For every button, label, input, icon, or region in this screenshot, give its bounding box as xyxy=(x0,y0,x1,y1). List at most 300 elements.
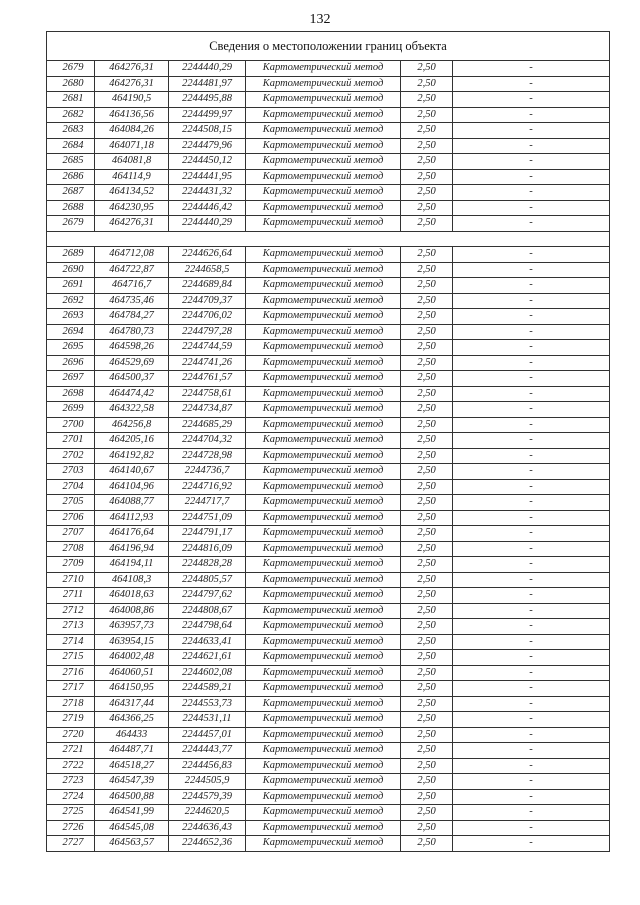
note-cell: - xyxy=(453,712,610,728)
note-cell: - xyxy=(453,448,610,464)
method-cell: Картометрический метод xyxy=(246,278,401,294)
x-coordinate-cell: 464784,27 xyxy=(95,309,169,325)
x-coordinate-cell: 464150,95 xyxy=(95,681,169,697)
accuracy-cell: 2,50 xyxy=(401,293,453,309)
table-row xyxy=(47,495,610,511)
method-cell: Картометрический метод xyxy=(246,355,401,371)
point-number-cell: 2712 xyxy=(47,603,95,619)
x-coordinate-cell: 464071,18 xyxy=(95,138,169,154)
table-row xyxy=(47,526,610,542)
table-row xyxy=(47,665,610,681)
accuracy-cell: 2,50 xyxy=(401,712,453,728)
note-cell: - xyxy=(453,681,610,697)
table-row xyxy=(47,836,610,852)
y-coordinate-cell: 2244828,28 xyxy=(169,557,246,573)
x-coordinate-cell: 464563,57 xyxy=(95,836,169,852)
point-number-cell: 2685 xyxy=(47,154,95,170)
y-coordinate-cell: 2244652,36 xyxy=(169,836,246,852)
method-cell: Картометрический метод xyxy=(246,805,401,821)
table-row xyxy=(47,293,610,309)
note-cell: - xyxy=(453,185,610,201)
y-coordinate-cell: 2244440,29 xyxy=(169,216,246,232)
method-cell: Картометрический метод xyxy=(246,619,401,635)
method-cell: Картометрический метод xyxy=(246,309,401,325)
table-row xyxy=(47,820,610,836)
point-number-cell: 2681 xyxy=(47,92,95,108)
x-coordinate-cell: 464433 xyxy=(95,727,169,743)
accuracy-cell: 2,50 xyxy=(401,433,453,449)
table-row xyxy=(47,696,610,712)
table-row xyxy=(47,402,610,418)
y-coordinate-cell: 2244716,92 xyxy=(169,479,246,495)
x-coordinate-cell: 464547,39 xyxy=(95,774,169,790)
method-cell: Картометрический метод xyxy=(246,324,401,340)
x-coordinate-cell: 464060,51 xyxy=(95,665,169,681)
x-coordinate-cell: 464276,31 xyxy=(95,76,169,92)
note-cell: - xyxy=(453,76,610,92)
x-coordinate-cell: 464529,69 xyxy=(95,355,169,371)
x-coordinate-cell: 464366,25 xyxy=(95,712,169,728)
table-row xyxy=(47,603,610,619)
y-coordinate-cell: 2244816,09 xyxy=(169,541,246,557)
x-coordinate-cell: 464081,8 xyxy=(95,154,169,170)
point-number-cell: 2688 xyxy=(47,200,95,216)
method-cell: Картометрический метод xyxy=(246,681,401,697)
note-cell: - xyxy=(453,107,610,123)
note-cell: - xyxy=(453,402,610,418)
y-coordinate-cell: 2244441,95 xyxy=(169,169,246,185)
method-cell: Картометрический метод xyxy=(246,727,401,743)
y-coordinate-cell: 2244456,83 xyxy=(169,758,246,774)
note-cell: - xyxy=(453,588,610,604)
method-cell: Картометрический метод xyxy=(246,293,401,309)
method-cell: Картометрический метод xyxy=(246,495,401,511)
table-row xyxy=(47,789,610,805)
accuracy-cell: 2,50 xyxy=(401,572,453,588)
table-row xyxy=(47,138,610,154)
method-cell: Картометрический метод xyxy=(246,650,401,666)
table-row xyxy=(47,712,610,728)
y-coordinate-cell: 2244633,41 xyxy=(169,634,246,650)
y-coordinate-cell: 2244685,29 xyxy=(169,417,246,433)
note-cell: - xyxy=(453,572,610,588)
accuracy-cell: 2,50 xyxy=(401,355,453,371)
table-row xyxy=(47,464,610,480)
point-number-cell: 2691 xyxy=(47,278,95,294)
table-row xyxy=(47,262,610,278)
point-number-cell: 2696 xyxy=(47,355,95,371)
y-coordinate-cell: 2244797,62 xyxy=(169,588,246,604)
point-number-cell: 2692 xyxy=(47,293,95,309)
x-coordinate-cell: 464136,56 xyxy=(95,107,169,123)
note-cell: - xyxy=(453,247,610,263)
table-row xyxy=(47,727,610,743)
accuracy-cell: 2,50 xyxy=(401,76,453,92)
note-cell: - xyxy=(453,603,610,619)
table-row xyxy=(47,200,610,216)
x-coordinate-cell: 463957,73 xyxy=(95,619,169,635)
point-number-cell: 2695 xyxy=(47,340,95,356)
method-cell: Картометрический метод xyxy=(246,464,401,480)
accuracy-cell: 2,50 xyxy=(401,216,453,232)
point-number-cell: 2680 xyxy=(47,76,95,92)
x-coordinate-cell: 464780,73 xyxy=(95,324,169,340)
table-row xyxy=(47,61,610,77)
accuracy-cell: 2,50 xyxy=(401,541,453,557)
y-coordinate-cell: 2244579,39 xyxy=(169,789,246,805)
note-cell: - xyxy=(453,805,610,821)
y-coordinate-cell: 2244741,26 xyxy=(169,355,246,371)
method-cell: Картометрический метод xyxy=(246,371,401,387)
y-coordinate-cell: 2244450,12 xyxy=(169,154,246,170)
method-cell: Картометрический метод xyxy=(246,262,401,278)
accuracy-cell: 2,50 xyxy=(401,665,453,681)
note-cell: - xyxy=(453,557,610,573)
point-number-cell: 2717 xyxy=(47,681,95,697)
note-cell: - xyxy=(453,169,610,185)
table-row xyxy=(47,76,610,92)
method-cell: Картометрический метод xyxy=(246,572,401,588)
note-cell: - xyxy=(453,355,610,371)
accuracy-cell: 2,50 xyxy=(401,681,453,697)
table-row xyxy=(47,417,610,433)
table-row xyxy=(47,371,610,387)
point-number-cell: 2679 xyxy=(47,61,95,77)
method-cell: Картометрический метод xyxy=(246,185,401,201)
note-cell: - xyxy=(453,433,610,449)
y-coordinate-cell: 2244431,32 xyxy=(169,185,246,201)
method-cell: Картометрический метод xyxy=(246,123,401,139)
note-cell: - xyxy=(453,541,610,557)
method-cell: Картометрический метод xyxy=(246,758,401,774)
point-number-cell: 2709 xyxy=(47,557,95,573)
point-number-cell: 2711 xyxy=(47,588,95,604)
note-cell: - xyxy=(453,262,610,278)
page-number: 132 xyxy=(309,12,331,27)
x-coordinate-cell: 464317,44 xyxy=(95,696,169,712)
y-coordinate-cell: 2244499,97 xyxy=(169,107,246,123)
note-cell: - xyxy=(453,727,610,743)
point-number-cell: 2708 xyxy=(47,541,95,557)
x-coordinate-cell: 464008,86 xyxy=(95,603,169,619)
point-number-cell: 2716 xyxy=(47,665,95,681)
point-number-cell: 2723 xyxy=(47,774,95,790)
method-cell: Картометрический метод xyxy=(246,774,401,790)
point-number-cell: 2698 xyxy=(47,386,95,402)
accuracy-cell: 2,50 xyxy=(401,138,453,154)
x-coordinate-cell: 464108,3 xyxy=(95,572,169,588)
method-cell: Картометрический метод xyxy=(246,603,401,619)
x-coordinate-cell: 464134,52 xyxy=(95,185,169,201)
y-coordinate-cell: 2244798,64 xyxy=(169,619,246,635)
note-cell: - xyxy=(453,743,610,759)
note-cell: - xyxy=(453,619,610,635)
y-coordinate-cell: 2244440,29 xyxy=(169,61,246,77)
x-coordinate-cell: 464192,82 xyxy=(95,448,169,464)
method-cell: Картометрический метод xyxy=(246,386,401,402)
table-row xyxy=(47,619,610,635)
accuracy-cell: 2,50 xyxy=(401,309,453,325)
y-coordinate-cell: 2244734,87 xyxy=(169,402,246,418)
note-cell: - xyxy=(453,464,610,480)
y-coordinate-cell: 2244758,61 xyxy=(169,386,246,402)
x-coordinate-cell: 464256,8 xyxy=(95,417,169,433)
y-coordinate-cell: 2244479,96 xyxy=(169,138,246,154)
table-row xyxy=(47,386,610,402)
x-coordinate-cell: 464276,31 xyxy=(95,216,169,232)
note-cell: - xyxy=(453,665,610,681)
method-cell: Картометрический метод xyxy=(246,92,401,108)
accuracy-cell: 2,50 xyxy=(401,820,453,836)
accuracy-cell: 2,50 xyxy=(401,185,453,201)
accuracy-cell: 2,50 xyxy=(401,371,453,387)
point-number-cell: 2706 xyxy=(47,510,95,526)
table-row xyxy=(47,92,610,108)
x-coordinate-cell: 464598,26 xyxy=(95,340,169,356)
method-cell: Картометрический метод xyxy=(246,107,401,123)
method-cell: Картометрический метод xyxy=(246,712,401,728)
note-cell: - xyxy=(453,154,610,170)
point-number-cell: 2694 xyxy=(47,324,95,340)
table-row xyxy=(47,588,610,604)
accuracy-cell: 2,50 xyxy=(401,386,453,402)
x-coordinate-cell: 464194,11 xyxy=(95,557,169,573)
table-body xyxy=(47,61,610,852)
point-number-cell: 2715 xyxy=(47,650,95,666)
point-number-cell: 2704 xyxy=(47,479,95,495)
table-row xyxy=(47,340,610,356)
y-coordinate-cell: 2244736,7 xyxy=(169,464,246,480)
point-number-cell: 2683 xyxy=(47,123,95,139)
note-cell: - xyxy=(453,278,610,294)
table-row xyxy=(47,541,610,557)
accuracy-cell: 2,50 xyxy=(401,464,453,480)
y-coordinate-cell: 2244704,32 xyxy=(169,433,246,449)
note-cell: - xyxy=(453,650,610,666)
table-row xyxy=(47,324,610,340)
note-cell: - xyxy=(453,340,610,356)
note-cell: - xyxy=(453,200,610,216)
y-coordinate-cell: 2244728,98 xyxy=(169,448,246,464)
note-cell: - xyxy=(453,138,610,154)
point-number-cell: 2699 xyxy=(47,402,95,418)
x-coordinate-cell: 464712,08 xyxy=(95,247,169,263)
note-cell: - xyxy=(453,216,610,232)
x-coordinate-cell: 463954,15 xyxy=(95,634,169,650)
x-coordinate-cell: 464276,31 xyxy=(95,61,169,77)
point-number-cell: 2682 xyxy=(47,107,95,123)
method-cell: Картометрический метод xyxy=(246,557,401,573)
point-number-cell: 2700 xyxy=(47,417,95,433)
accuracy-cell: 2,50 xyxy=(401,262,453,278)
separator-cell xyxy=(47,231,610,247)
y-coordinate-cell: 2244626,64 xyxy=(169,247,246,263)
method-cell: Картометрический метод xyxy=(246,634,401,650)
note-cell: - xyxy=(453,634,610,650)
note-cell: - xyxy=(453,495,610,511)
x-coordinate-cell: 464716,7 xyxy=(95,278,169,294)
accuracy-cell: 2,50 xyxy=(401,495,453,511)
accuracy-cell: 2,50 xyxy=(401,557,453,573)
table-row xyxy=(47,247,610,263)
method-cell: Картометрический метод xyxy=(246,743,401,759)
accuracy-cell: 2,50 xyxy=(401,743,453,759)
note-cell: - xyxy=(453,386,610,402)
table-title: Сведения о местоположении границ объекта xyxy=(47,32,610,61)
table-row xyxy=(47,634,610,650)
table-row xyxy=(47,107,610,123)
accuracy-cell: 2,50 xyxy=(401,169,453,185)
accuracy-cell: 2,50 xyxy=(401,402,453,418)
y-coordinate-cell: 2244761,57 xyxy=(169,371,246,387)
method-cell: Картометрический метод xyxy=(246,820,401,836)
y-coordinate-cell: 2244589,21 xyxy=(169,681,246,697)
method-cell: Картометрический метод xyxy=(246,479,401,495)
note-cell: - xyxy=(453,61,610,77)
accuracy-cell: 2,50 xyxy=(401,123,453,139)
y-coordinate-cell: 2244457,01 xyxy=(169,727,246,743)
point-number-cell: 2719 xyxy=(47,712,95,728)
y-coordinate-cell: 2244689,84 xyxy=(169,278,246,294)
method-cell: Картометрический метод xyxy=(246,154,401,170)
y-coordinate-cell: 2244446,42 xyxy=(169,200,246,216)
x-coordinate-cell: 464176,64 xyxy=(95,526,169,542)
y-coordinate-cell: 2244443,77 xyxy=(169,743,246,759)
y-coordinate-cell: 2244481,97 xyxy=(169,76,246,92)
table-row xyxy=(47,433,610,449)
y-coordinate-cell: 2244505,9 xyxy=(169,774,246,790)
accuracy-cell: 2,50 xyxy=(401,510,453,526)
table-row xyxy=(47,123,610,139)
table-row xyxy=(47,557,610,573)
table-row xyxy=(47,805,610,821)
y-coordinate-cell: 2244620,5 xyxy=(169,805,246,821)
accuracy-cell: 2,50 xyxy=(401,154,453,170)
method-cell: Картометрический метод xyxy=(246,61,401,77)
note-cell: - xyxy=(453,293,610,309)
accuracy-cell: 2,50 xyxy=(401,278,453,294)
accuracy-cell: 2,50 xyxy=(401,774,453,790)
accuracy-cell: 2,50 xyxy=(401,448,453,464)
accuracy-cell: 2,50 xyxy=(401,805,453,821)
note-cell: - xyxy=(453,371,610,387)
point-number-cell: 2701 xyxy=(47,433,95,449)
point-number-cell: 2726 xyxy=(47,820,95,836)
point-number-cell: 2714 xyxy=(47,634,95,650)
table-row xyxy=(47,216,610,232)
y-coordinate-cell: 2244797,28 xyxy=(169,324,246,340)
method-cell: Картометрический метод xyxy=(246,510,401,526)
point-number-cell: 2679 xyxy=(47,216,95,232)
accuracy-cell: 2,50 xyxy=(401,619,453,635)
table-row xyxy=(47,681,610,697)
accuracy-cell: 2,50 xyxy=(401,789,453,805)
note-cell: - xyxy=(453,123,610,139)
table-row xyxy=(47,572,610,588)
point-number-cell: 2725 xyxy=(47,805,95,821)
table-row xyxy=(47,743,610,759)
method-cell: Картометрический метод xyxy=(246,138,401,154)
x-coordinate-cell: 464500,37 xyxy=(95,371,169,387)
point-number-cell: 2724 xyxy=(47,789,95,805)
y-coordinate-cell: 2244717,7 xyxy=(169,495,246,511)
point-number-cell: 2693 xyxy=(47,309,95,325)
accuracy-cell: 2,50 xyxy=(401,479,453,495)
accuracy-cell: 2,50 xyxy=(401,588,453,604)
x-coordinate-cell: 464140,67 xyxy=(95,464,169,480)
point-number-cell: 2686 xyxy=(47,169,95,185)
note-cell: - xyxy=(453,417,610,433)
table-row xyxy=(47,185,610,201)
note-cell: - xyxy=(453,774,610,790)
method-cell: Картометрический метод xyxy=(246,789,401,805)
y-coordinate-cell: 2244751,09 xyxy=(169,510,246,526)
y-coordinate-cell: 2244709,37 xyxy=(169,293,246,309)
method-cell: Картометрический метод xyxy=(246,340,401,356)
accuracy-cell: 2,50 xyxy=(401,417,453,433)
note-cell: - xyxy=(453,479,610,495)
method-cell: Картометрический метод xyxy=(246,526,401,542)
point-number-cell: 2687 xyxy=(47,185,95,201)
y-coordinate-cell: 2244791,17 xyxy=(169,526,246,542)
accuracy-cell: 2,50 xyxy=(401,340,453,356)
accuracy-cell: 2,50 xyxy=(401,526,453,542)
note-cell: - xyxy=(453,324,610,340)
x-coordinate-cell: 464084,26 xyxy=(95,123,169,139)
x-coordinate-cell: 464230,95 xyxy=(95,200,169,216)
table-row xyxy=(47,154,610,170)
table-row xyxy=(47,169,610,185)
point-number-cell: 2721 xyxy=(47,743,95,759)
x-coordinate-cell: 464722,87 xyxy=(95,262,169,278)
boundary-coordinates-table xyxy=(46,31,610,852)
y-coordinate-cell: 2244531,11 xyxy=(169,712,246,728)
accuracy-cell: 2,50 xyxy=(401,696,453,712)
note-cell: - xyxy=(453,836,610,852)
point-number-cell: 2703 xyxy=(47,464,95,480)
note-cell: - xyxy=(453,696,610,712)
x-coordinate-cell: 464114,9 xyxy=(95,169,169,185)
y-coordinate-cell: 2244508,15 xyxy=(169,123,246,139)
point-number-cell: 2710 xyxy=(47,572,95,588)
method-cell: Картометрический метод xyxy=(246,665,401,681)
y-coordinate-cell: 2244636,43 xyxy=(169,820,246,836)
x-coordinate-cell: 464518,27 xyxy=(95,758,169,774)
point-number-cell: 2707 xyxy=(47,526,95,542)
note-cell: - xyxy=(453,526,610,542)
table-row xyxy=(47,278,610,294)
y-coordinate-cell: 2244658,5 xyxy=(169,262,246,278)
method-cell: Картометрический метод xyxy=(246,541,401,557)
table-row xyxy=(47,309,610,325)
y-coordinate-cell: 2244805,57 xyxy=(169,572,246,588)
note-cell: - xyxy=(453,758,610,774)
y-coordinate-cell: 2244706,02 xyxy=(169,309,246,325)
x-coordinate-cell: 464112,93 xyxy=(95,510,169,526)
x-coordinate-cell: 464545,08 xyxy=(95,820,169,836)
point-number-cell: 2697 xyxy=(47,371,95,387)
x-coordinate-cell: 464088,77 xyxy=(95,495,169,511)
y-coordinate-cell: 2244495,88 xyxy=(169,92,246,108)
method-cell: Картометрический метод xyxy=(246,76,401,92)
x-coordinate-cell: 464104,96 xyxy=(95,479,169,495)
method-cell: Картометрический метод xyxy=(246,216,401,232)
y-coordinate-cell: 2244621,61 xyxy=(169,650,246,666)
table-row xyxy=(47,479,610,495)
accuracy-cell: 2,50 xyxy=(401,836,453,852)
method-cell: Картометрический метод xyxy=(246,402,401,418)
x-coordinate-cell: 464500,88 xyxy=(95,789,169,805)
